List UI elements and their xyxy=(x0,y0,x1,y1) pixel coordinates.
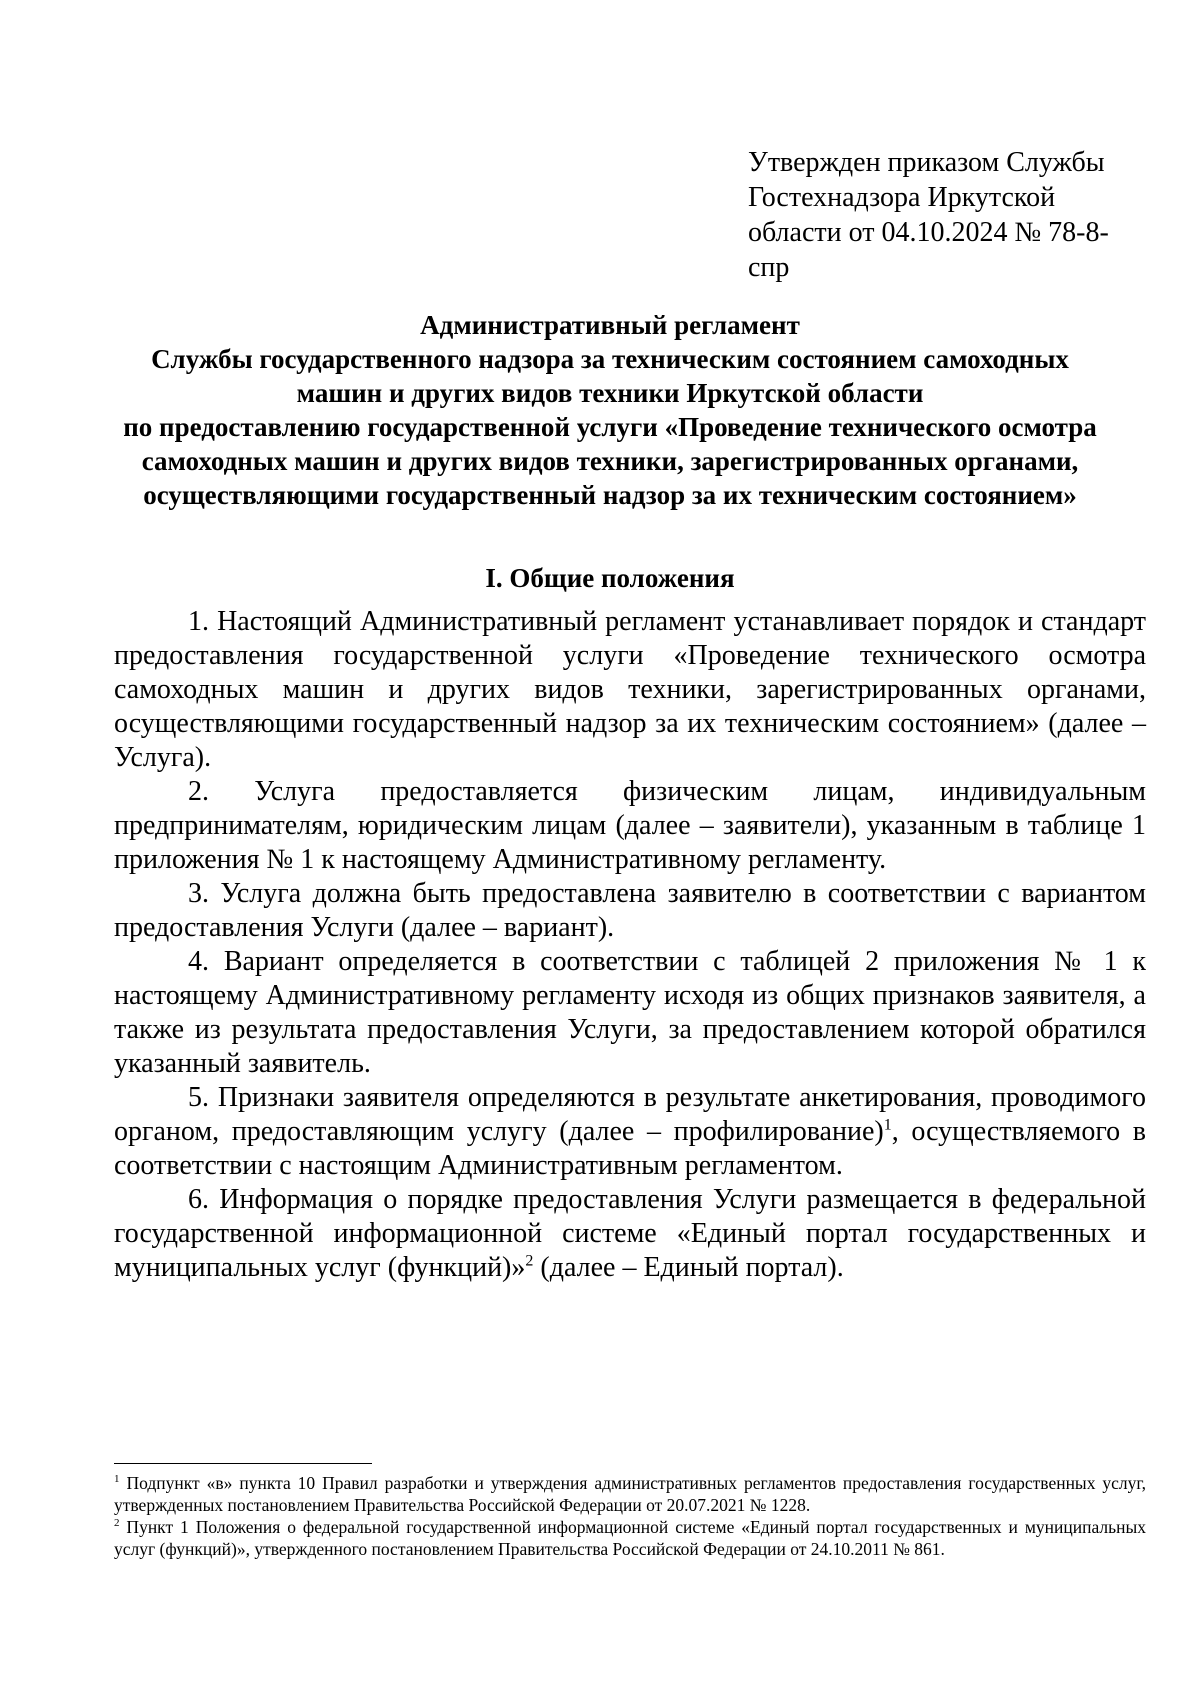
footnote-1 xyxy=(114,1472,1146,1516)
footnote-2 xyxy=(114,1516,1146,1560)
footnote-ref[interactable]: 2 xyxy=(525,1252,534,1270)
paragraph-1: 1. Настоящий Административный регламент устанавливает порядок и стандарт предоставления государственной услуги «Проведение технического осмотра самоходных машин и других видов техники, зарегистрированных органами, осуществляющими государственный надзор за их техническим состоянием» (далее – Услуга). xyxy=(114,606,1146,773)
approval-stamp xyxy=(748,145,1108,285)
footnote-divider xyxy=(114,1463,372,1464)
footnote-text: Пункт 1 Положения о федеральной государственной информационной системе «Единый портал государственных и муниципальных услуг (функций)», утвержденного постановлением Правительства Российской Федерации от 24.10.2011 № 861. xyxy=(114,1517,1146,1559)
body-text xyxy=(114,605,1146,1285)
title-line: по предоставлению государственной услуги «Проведение технического осмотра xyxy=(123,412,1097,442)
footnote-ref[interactable]: 1 xyxy=(883,1116,892,1134)
paragraph-text: 6. Информация о порядке предоставления Услуги размещается в федеральной государственной информационной системе «Единый портал государственных и муниципальных услуг (функций)» xyxy=(114,1184,1146,1283)
footnotes xyxy=(114,1472,1146,1560)
paragraph-text: , осуществляемого в соответствии с настоящим Административным регламентом. xyxy=(114,1116,1146,1181)
paragraph-3: 3. Услуга должна быть предоставлена заявителю в соответствии с вариантом предоставления Услуги (далее – вариант). xyxy=(114,878,1146,943)
approval-line: Гостехнадзора Иркутской xyxy=(748,182,1056,213)
paragraph-6 xyxy=(114,1183,1146,1285)
title-line: машин и других видов техники Иркутской области xyxy=(296,378,924,408)
footnote-mark: 1 xyxy=(114,1473,120,1486)
approval-line: спр xyxy=(748,252,790,283)
title-line: осуществляющими государственный надзор за их техническим состоянием» xyxy=(143,480,1077,510)
title-line: Административный регламент xyxy=(420,310,800,340)
approval-line: области от 04.10.2024 № 78-8- xyxy=(748,217,1109,248)
title-line: Службы государственного надзора за техническим состоянием самоходных xyxy=(151,344,1069,374)
footnote-mark: 2 xyxy=(114,1517,120,1530)
approval-line: Утвержден приказом Службы xyxy=(748,147,1105,178)
section-heading: I. Общие положения xyxy=(485,563,735,593)
paragraph-2: 2. Услуга предоставляется физическим лицам, индивидуальным предпринимателям, юридическим лицам (далее – заявители), указанным в таблице 1 приложения № 1 к настоящему Административному регламенту. xyxy=(114,776,1146,875)
paragraph-4: 4. Вариант определяется в соответствии с таблицей 2 приложения № 1 к настоящему Административному регламенту исходя из общих признаков заявителя, а также из результата предоставления Услуги, за предоставлением которой обратился указанный заявитель. xyxy=(114,946,1146,1079)
paragraph-text: (далее – Единый портал). xyxy=(533,1252,844,1283)
footnote-text: Подпункт «в» пункта 10 Правил разработки и утверждения административных регламентов предоставления государственных услуг, утвержденных постановлением Правительства Российской Федерации от 20.07.2021 № 1228. xyxy=(114,1473,1146,1515)
document-title xyxy=(110,308,1110,512)
title-line: самоходных машин и других видов техники, зарегистрированных органами, xyxy=(141,446,1079,476)
paragraph-5 xyxy=(114,1081,1146,1183)
paragraph-text: 5. Признаки заявителя определяются в результате анкетирования, проводимого органом, предоставляющим услугу (далее – профилирование) xyxy=(114,1082,1146,1147)
